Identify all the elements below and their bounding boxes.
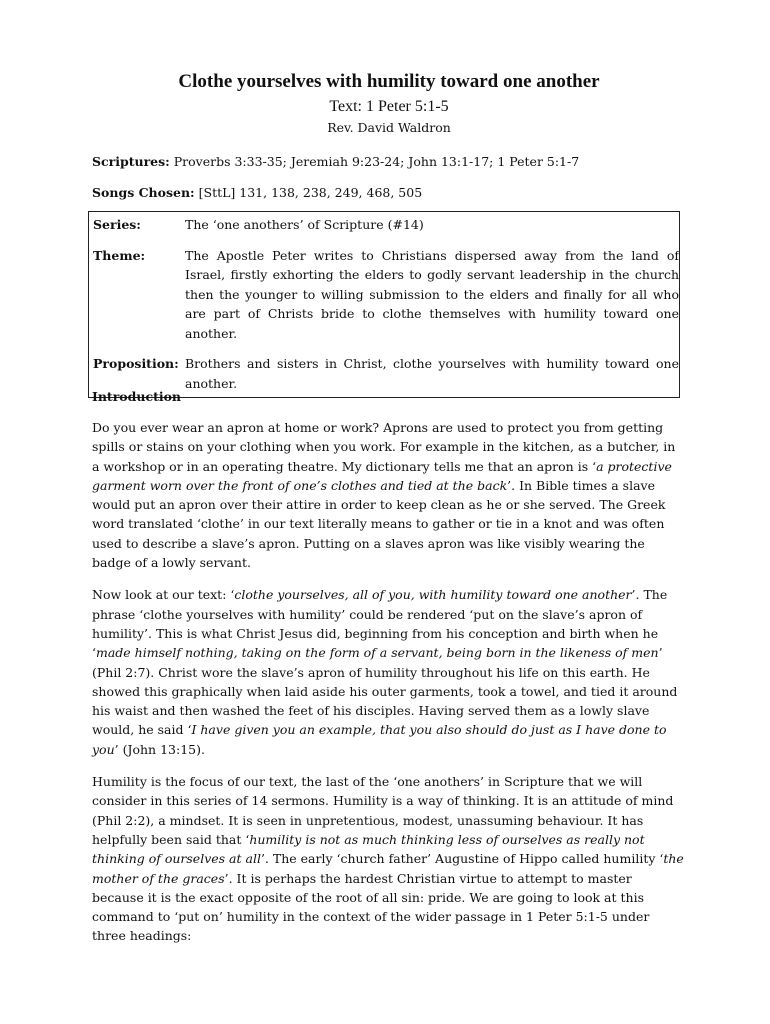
scriptures-value: Proverbs 3:33-35; Jeremiah 9:23-24; John 13:1-17; 1 Peter 5:1-7 [169, 154, 580, 169]
proposition-label: Proposition: [93, 356, 179, 371]
theme-label: Theme: [93, 247, 146, 263]
sermon-title: Clothe yourselves with humility toward one another [178, 71, 600, 92]
songs-value: [SttL] 131, 138, 238, 249, 468, 505 [194, 185, 423, 200]
p3-text-a: Humility is the focus of our text, the last of the ‘one anothers’ in Scripture that we will consider in this series of 14 sermons. Humility is a way of thinking. It is an attitude of mind (Phil 2:2), a mindset. It is seen in unpretentious, modest, unassuming behaviour. It has helpfully been said that ‘ [92, 774, 674, 847]
sermon-text-reference: Text: 1 Peter 5:1-5 [329, 98, 449, 115]
proposition-value: Brothers and sisters in Christ, clothe yourselves with humility toward one another. [185, 356, 679, 391]
series-label: Series: [93, 217, 141, 232]
introduction-heading: Introduction [92, 389, 182, 404]
p3-italic-quote-2: the mother of the graces [92, 851, 684, 886]
p2-text-g: ’ (John 13:15). [114, 741, 205, 757]
p3-italic-quote-1: humility is not as much thinking less of ourselves as really not thinking of ourselves at all [92, 831, 645, 867]
sermon-body [92, 388, 686, 946]
p2-text-c: ’. The phrase ‘clothe yourselves with humility’ could be rendered ‘put on the slave’s apron of humility’. This is what Christ Jesus did, beginning from his conception and birth when he ‘ [92, 587, 668, 661]
author: Rev. David Waldron [327, 120, 451, 135]
sermon-info-box [88, 211, 680, 398]
p2-text-e: ’ (Phil 2:7). Christ wore the slave’s apron of humility throughout his life on this earth. He showed this graphically when laid aside his outer garments, took a towel, and tied it around his waist and then washed the feet of his disciples. Having served them as a lowly slave would, he said ‘ [92, 645, 678, 738]
document-page [92, 70, 686, 944]
songs-line [92, 184, 686, 202]
p3-text-c: ’. The early ‘church father’ Augustine of Hippo called humility ‘ [260, 851, 664, 867]
theme-row [93, 246, 679, 344]
p2-italic-quote-1: clothe yourselves, all of you, with humility toward one another [234, 587, 632, 603]
p3-text-e: ’. It is perhaps the hardest Christian virtue to attempt to master because it is the exact opposite of the root of all sin: pride. We are going to look at this command to ‘put on’ humility in the context of the wider passage in 1 Peter 5:1-5 under three headings: [92, 870, 650, 944]
series-row [93, 215, 679, 235]
p2-italic-quote-3: I have given you an example, that you also should do just as I have done to you [92, 722, 667, 757]
scriptures-label: Scriptures: [92, 154, 170, 169]
p1-text-c: ’. In Bible times a slave would put an apron over their attire in order to keep clean as he or she served. The Greek word translated ‘clothe’ in our text literally means to gather or tie in a knot and was often used to describe a slave’s apron. Putting on a slaves apron was like visibly wearing the badge of a lowly servant. [92, 477, 666, 571]
series-value: The ‘one anothers’ of Scripture (#14) [185, 217, 424, 232]
p2-text-a: Now look at our text: ‘ [92, 587, 235, 603]
paragraph-1 [92, 418, 686, 572]
p2-italic-quote-2: made himself nothing, taking on the form of a servant, being born in the likeness of men [95, 645, 659, 661]
paragraph-2 [92, 585, 686, 759]
p1-italic-definition: a protective garment worn over the front of one’s clothes and tied at the back [92, 458, 672, 493]
p1-text-a: Do you ever wear an apron at home or work? Aprons are used to protect you from getting spills or stains on your clothing when you work. For example in the kitchen, as a butcher, in a workshop or in an operating theatre. My dictionary tells me that an apron is ‘ [92, 420, 676, 474]
theme-value: The Apostle Peter writes to Christians dispersed away from the land of Israel, firstly exhorting the elders to godly servant leadership in the church then the younger to willing submission to the elders and finally for all who are part of Christs bride to clothe themselves with humility toward one another. [185, 247, 679, 341]
paragraph-3 [92, 772, 686, 946]
songs-label: Songs Chosen: [92, 185, 195, 200]
scriptures-line [92, 153, 686, 171]
